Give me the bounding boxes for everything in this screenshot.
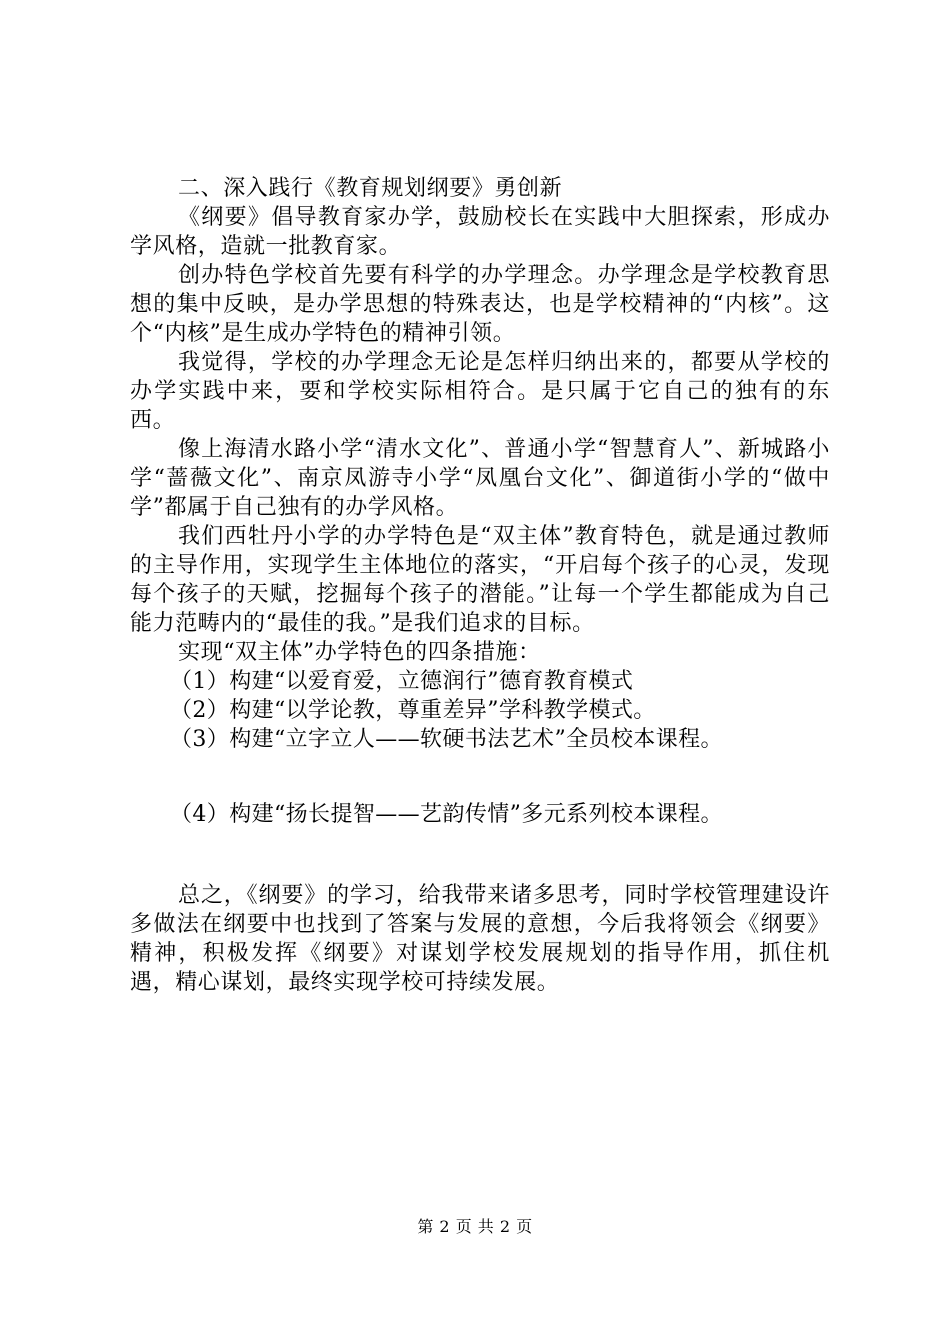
paragraph: 我觉得，学校的办学理念无论是怎样归纳出来的，都要从学校的办学实践中来，要和学校实际相符合。是只属于它自己的独有的东西。	[130, 350, 830, 433]
section-heading: 二、深入践行《教育规划纲要》勇创新	[178, 176, 563, 201]
measures-intro: 实现“双主体”办学特色的四条措施：	[178, 640, 541, 665]
paragraph: 像上海清水路小学“清水文化”、普通小学“智慧育人”、新城路小学“蔷薇文化”、南京凤游寺小学“凤凰台文化”、御道街小学的“做中学”都属于自己独有的办学风格。	[130, 437, 830, 520]
paragraph: 《纲要》倡导教育家办学，鼓励校长在实践中大胆探索，形成办学风格，造就一批教育家。	[130, 205, 830, 259]
measure-item: （4）构建“扬长提智——艺韵传情”多元系列校本课程。	[170, 802, 723, 827]
page-footer: 第 2 页 共 2 页	[417, 1217, 533, 1236]
measure-item: （3）构建“立字立人——软硬书法艺术”全员校本课程。	[170, 727, 723, 752]
document-body	[130, 174, 830, 997]
measure-item: （1）构建“以爱育爱，立德润行”德育教育模式	[170, 669, 634, 694]
measure-item: （2）构建“以学论教，尊重差异”学科教学模式。	[170, 698, 656, 723]
paragraph: 我们西牡丹小学的办学特色是“双主体”教育特色，就是通过教师的主导作用，实现学生主体地位的落实，“开启每个孩子的心灵，发现每个孩子的天赋，挖掘每个孩子的潜能。”让每一个学生都能成为自己能力范畴内的“最佳的我。”是我们追求的目标。	[130, 524, 830, 636]
conclusion-paragraph: 总之，《纲要》的学习，给我带来诸多思考，同时学校管理建设许多做法在纲要中也找到了答案与发展的意想，今后我将领会《纲要》精神，积极发挥《纲要》对谋划学校发展规划的指导作用，抓住机遇，精心谋划，最终实现学校可持续发展。	[130, 883, 830, 995]
paragraph: 创办特色学校首先要有科学的办学理念。办学理念是学校教育思想的集中反映，是办学思想的特殊表达，也是学校精神的“内核”。这个“内核”是生成办学特色的精神引领。	[130, 263, 830, 346]
